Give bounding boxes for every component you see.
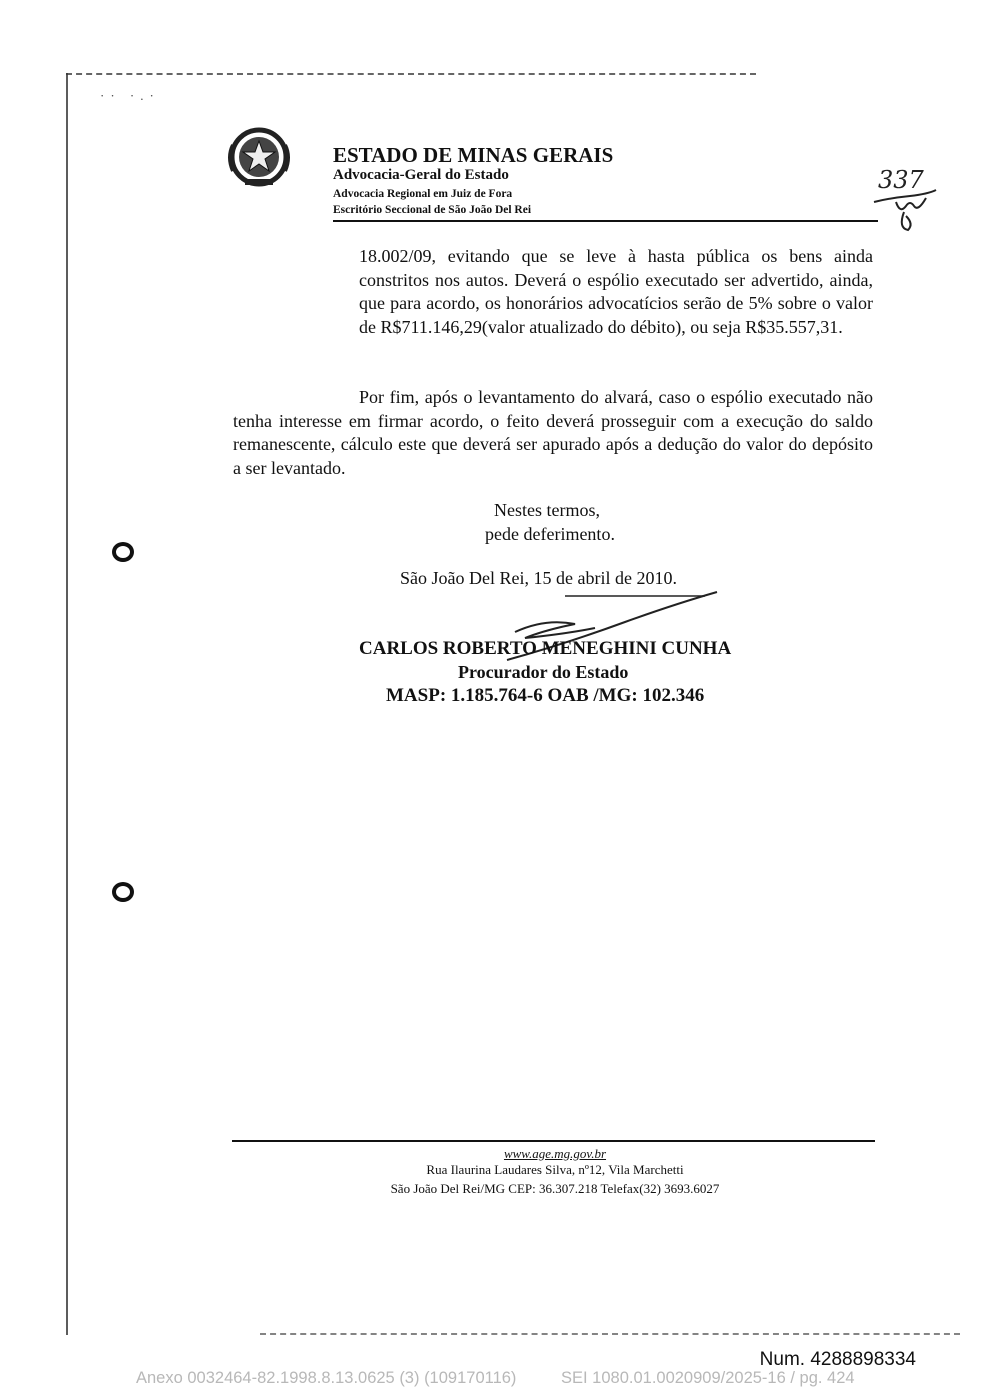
header-office-line2: Escritório Seccional de São João Del Rei (333, 204, 532, 216)
closing-line-2: pede deferimento. (485, 524, 615, 544)
svg-text:337: 337 (878, 166, 924, 194)
footer-divider (232, 1140, 875, 1142)
signatory-role: Procurador do Estado (458, 662, 629, 682)
coat-of-arms-icon (225, 125, 293, 189)
header-subtitle: Advocacia-Geral do Estado (333, 167, 509, 183)
footer-address-line1: Rua Ilaurina Laudares Silva, nº12, Vila Marchetti (426, 1162, 684, 1177)
signatory-name: CARLOS ROBERTO MENEGHINI CUNHA (359, 638, 732, 659)
annex-reference: Anexo 0032464-82.1998.8.13.0625 (3) (109170116) (136, 1369, 517, 1387)
header-divider (333, 220, 878, 222)
punch-hole-icon (112, 882, 134, 902)
footer-url[interactable]: www.age.mg.gov.br (503, 1146, 607, 1161)
header-office-line1: Advocacia Regional em Juiz de Fora (333, 188, 513, 200)
closing-line-1: Nestes termos, (494, 500, 600, 520)
scan-border-bottom (260, 1333, 960, 1335)
scan-border-top (66, 73, 756, 75)
body-paragraph-1: 18.002/09, evitando que se leve à hasta pública os bens ainda constritos nos autos. Deverá o espólio executado ser advertido, ainda, que para acordo, os honorários advocatícios serão de 5% sobre o valor de R$711.146,29(valor atualizado do débito), ou seja R$35.557,31. (359, 246, 873, 337)
signatory-ids: MASP: 1.185.764-6 OAB /MG: 102.346 (386, 685, 705, 706)
sei-reference: SEI 1080.01.0020909/2025-16 / pg. 424 (561, 1369, 855, 1387)
punch-hole-icon (112, 542, 134, 562)
date-line: São João Del Rei, 15 de abril de 2010. (400, 568, 677, 588)
scan-specks: ·· ·.· (100, 88, 160, 103)
footer-address-line2: São João Del Rei/MG CEP: 36.307.218 Telefax(32) 3693.6027 (390, 1181, 720, 1196)
document-number: Num. 4288898334 (759, 1349, 916, 1370)
body-paragraph-2: Por fim, após o levantamento do alvará, caso o espólio executado não tenha interesse em firmar acordo, o feito deverá prosseguir com a execução do saldo remanescente, cálculo este que deverá ser apurado após a dedução do valor do depósito a ser levantado. (233, 387, 873, 478)
handwritten-page-number (870, 158, 940, 236)
header-title: ESTADO DE MINAS GERAIS (333, 143, 614, 167)
